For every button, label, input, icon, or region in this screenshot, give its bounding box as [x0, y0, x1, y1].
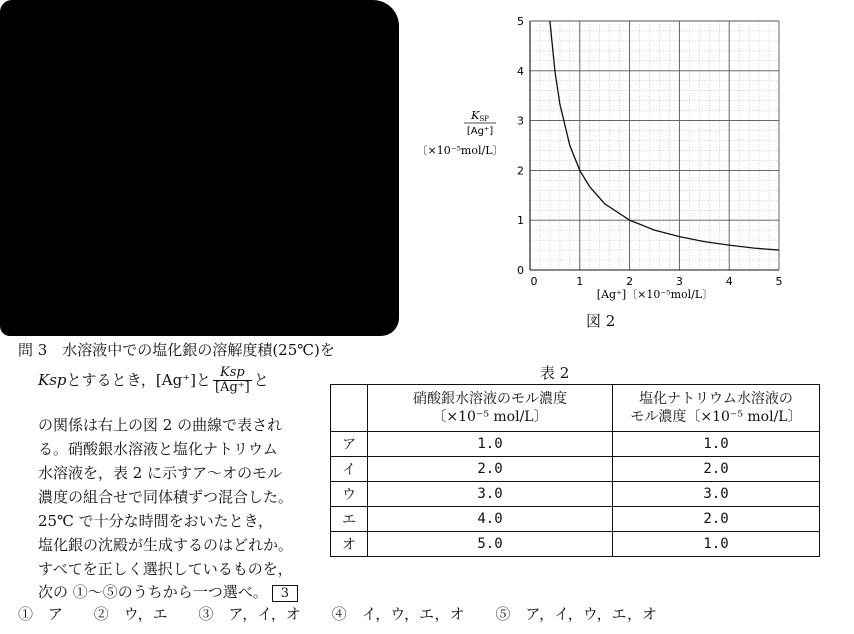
- x-tick-label: 0: [530, 275, 538, 288]
- y-axis-label: [416, 109, 503, 157]
- curve-line: [550, 21, 779, 250]
- agno3-value: 1.0: [368, 432, 613, 457]
- row-label: ア: [331, 432, 368, 457]
- y-tick-label: 1: [517, 214, 524, 228]
- table-row: [331, 507, 820, 532]
- table-title: 表 2: [540, 364, 570, 382]
- question-line: る。硝酸銀水溶液と塩化ナトリウム: [38, 440, 278, 458]
- question-line: すべてを正しく選択しているものを，: [38, 560, 293, 578]
- y-label-k: K: [471, 109, 480, 122]
- x-tick-label: 1: [576, 275, 584, 288]
- table-row: [331, 532, 820, 557]
- agno3-value: 5.0: [368, 532, 613, 557]
- x-tick-label: 2: [626, 275, 634, 288]
- answer-box[interactable]: 3: [272, 585, 298, 602]
- question-text-c: と: [253, 370, 269, 389]
- question-title: 問 3 水溶液中での塩化銀の溶解度積(25℃)を: [18, 341, 335, 359]
- nacl-value: 2.0: [613, 507, 820, 532]
- y-tick-label: 4: [517, 64, 524, 78]
- x-tick-label: 4: [725, 275, 733, 288]
- nacl-value: 1.0: [613, 532, 820, 557]
- choice-1[interactable]: ① ア: [18, 605, 64, 623]
- major-grid: [530, 21, 779, 270]
- question-line: の関係は右上の図 2 の曲線で表され: [38, 416, 283, 434]
- question-last-line: [38, 581, 298, 602]
- svg-text:KSP: [470, 109, 489, 123]
- y-tick-label: 3: [517, 114, 524, 128]
- question-line: 25℃ で十分な時間をおいたとき，: [38, 512, 274, 530]
- choice-4[interactable]: ④ イ，ウ，エ，オ: [331, 605, 465, 623]
- fraction-denominator: [Ag⁺]: [214, 380, 250, 396]
- agno3-value: 3.0: [368, 482, 613, 507]
- y-label-unit: 〔×10⁻⁵mol/L〕: [416, 144, 504, 157]
- row-label: エ: [331, 507, 368, 532]
- figure-2-chart: [416, 4, 788, 334]
- row-label: オ: [331, 532, 368, 557]
- y-tick-label: 0: [517, 264, 524, 277]
- question-line-ksp: [38, 366, 269, 396]
- table-row: [331, 432, 820, 457]
- question-line: 水溶液を，表 2 に示すア～オのモル: [38, 464, 283, 482]
- x-tick-label: 3: [675, 275, 683, 288]
- table-row: [331, 482, 820, 507]
- row-label: ウ: [331, 482, 368, 507]
- x-tick-label: 5: [775, 275, 783, 288]
- axes: [530, 21, 779, 270]
- question-last-text: 次の ①～⑤のうちから一つ選べ。: [38, 583, 268, 601]
- question-line: 濃度の組合せで同体積ずつ混合した。: [38, 488, 294, 506]
- answer-choices: [18, 603, 683, 624]
- x-axis-label: [Ag⁺]〔×10⁻⁵mol/L〕: [596, 288, 714, 301]
- nacl-value: 1.0: [613, 432, 820, 457]
- header-agno3: 硝酸銀水溶液のモル濃度 〔×10⁻⁵ mol/L〕: [368, 385, 613, 432]
- ksp-symbol: Ksp: [38, 370, 67, 389]
- concentration-table: [330, 384, 820, 557]
- minor-grid: [530, 21, 779, 270]
- choice-2[interactable]: ② ウ，エ: [93, 605, 168, 623]
- nacl-value: 2.0: [613, 457, 820, 482]
- table-row: [331, 457, 820, 482]
- question-text-a: とするとき，[Ag⁺]と: [66, 370, 211, 389]
- row-label: イ: [331, 457, 368, 482]
- agno3-value: 2.0: [368, 457, 613, 482]
- choice-3[interactable]: ③ ア，イ，オ: [198, 605, 301, 623]
- choice-5[interactable]: ⑤ ア，イ，ウ，エ，オ: [495, 605, 658, 623]
- fraction-numerator: Ksp: [213, 366, 252, 381]
- ksp-fraction: [213, 366, 252, 396]
- nacl-value: 3.0: [613, 482, 820, 507]
- agno3-value: 4.0: [368, 507, 613, 532]
- y-tick-label: 5: [517, 15, 524, 28]
- y-label-den: [Ag⁺]: [466, 126, 494, 137]
- redacted-region: [0, 0, 399, 336]
- y-tick-label: 2: [517, 164, 524, 178]
- figure-caption: 図 2: [586, 312, 616, 330]
- header-nacl: 塩化ナトリウム水溶液の モル濃度〔×10⁻⁵ mol/L〕: [613, 385, 820, 432]
- table-corner: [331, 385, 368, 432]
- y-label-sub: SP: [479, 115, 489, 123]
- question-line: 塩化銀の沈殿が生成するのはどれか。: [38, 536, 294, 554]
